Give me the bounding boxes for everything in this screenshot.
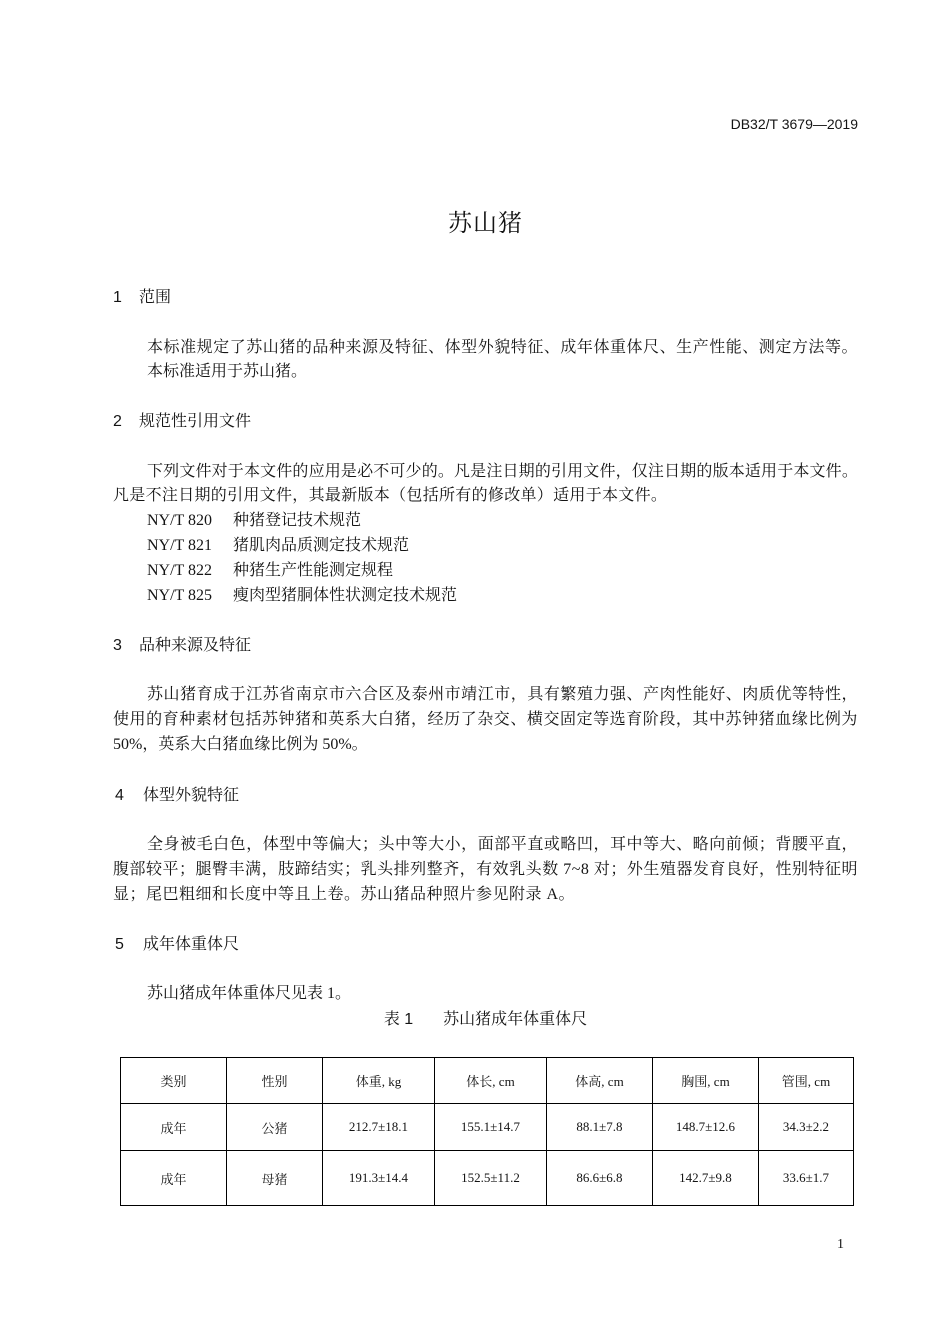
table-cell: 191.3±14.4 bbox=[323, 1151, 435, 1206]
table-row bbox=[121, 1151, 854, 1206]
reference-code: NY/T 821 bbox=[147, 537, 213, 554]
paragraph-line: 本标准适用于苏山猪。 bbox=[147, 363, 308, 380]
table-cell: 86.6±6.8 bbox=[547, 1151, 653, 1206]
section-heading bbox=[113, 786, 239, 806]
table-cell: 34.3±2.2 bbox=[759, 1104, 854, 1151]
table-cell: 148.7±12.6 bbox=[653, 1104, 759, 1151]
paragraph-line: 使用的育种素材包括苏钟猪和英系大白猪，经历了杂交、横交固定等选育阶段，其中苏钟猪血缘比例为 bbox=[113, 711, 858, 728]
paragraph-line: 全身被毛白色，体型中等偏大；头中等大小，面部平直或略凹，耳中等大、略向前倾；背腰平直， bbox=[147, 836, 858, 853]
reference-code: NY/T 822 bbox=[147, 562, 213, 579]
section-title: 体型外貌特征 bbox=[143, 787, 240, 804]
reference-code: NY/T 820 bbox=[147, 512, 213, 529]
reference-title: 猪肌肉品质测定技术规范 bbox=[233, 537, 410, 554]
table-header-cell: 胸围, cm bbox=[653, 1058, 759, 1104]
table-cell: 成年 bbox=[121, 1104, 227, 1151]
section-title: 规范性引用文件 bbox=[139, 413, 252, 430]
table-cell: 155.1±14.7 bbox=[435, 1104, 547, 1151]
table-cell: 142.7±9.8 bbox=[653, 1151, 759, 1206]
paragraph-line: 苏山猪成年体重体尺见表 1。 bbox=[147, 985, 352, 1002]
table-caption-number: 表 1 bbox=[383, 1011, 414, 1028]
table-cell: 88.1±7.8 bbox=[547, 1104, 653, 1151]
page-number: 1 bbox=[837, 1237, 844, 1252]
paragraph-line: 50%，英系大白猪血缘比例为 50%。 bbox=[113, 736, 368, 753]
reference-item bbox=[147, 511, 361, 531]
table-header-cell: 体重, kg bbox=[323, 1058, 435, 1104]
reference-title: 种猪生产性能测定规程 bbox=[233, 562, 394, 579]
paragraph-line: 本标准规定了苏山猪的品种来源及特征、体型外貌特征、成年体重体尺、生产性能、测定方法等。 bbox=[147, 339, 858, 356]
table-header-cell: 性别 bbox=[227, 1058, 323, 1104]
table-cell: 152.5±11.2 bbox=[435, 1151, 547, 1206]
section-heading bbox=[113, 636, 251, 656]
section-title: 成年体重体尺 bbox=[143, 936, 240, 953]
page-title: 苏山猪 bbox=[448, 210, 523, 237]
section-number: 3 bbox=[113, 637, 122, 654]
section-number: 1 bbox=[113, 289, 122, 306]
section-heading bbox=[113, 412, 251, 432]
table-header-cell: 体高, cm bbox=[547, 1058, 653, 1104]
table-caption bbox=[113, 1010, 858, 1030]
reference-item bbox=[147, 536, 409, 556]
document-number: DB32/T 3679—2019 bbox=[730, 116, 858, 132]
section-number: 2 bbox=[113, 413, 122, 430]
reference-title: 瘦肉型猪胴体性状测定技术规范 bbox=[233, 587, 458, 604]
section-title: 范围 bbox=[139, 289, 172, 306]
table-1 bbox=[120, 1057, 854, 1206]
paragraph-line: 凡是不注日期的引用文件，其最新版本（包括所有的修改单）适用于本文件。 bbox=[113, 487, 668, 504]
table-caption-title: 苏山猪成年体重体尺 bbox=[443, 1011, 588, 1028]
paragraph-line: 下列文件对于本文件的应用是必不可少的。凡是注日期的引用文件，仅注日期的版本适用于本文件。 bbox=[147, 463, 858, 480]
table-cell: 212.7±18.1 bbox=[323, 1104, 435, 1151]
section-title: 品种来源及特征 bbox=[139, 637, 252, 654]
paragraph-line: 苏山猪育成于江苏省南京市六合区及泰州市靖江市，具有繁殖力强、产肉性能好、肉质优等特性， bbox=[147, 686, 858, 703]
section-number: 5 bbox=[115, 936, 124, 953]
table-cell: 成年 bbox=[121, 1151, 227, 1206]
section-heading bbox=[113, 288, 171, 308]
table-cell: 33.6±1.7 bbox=[759, 1151, 854, 1206]
paragraph-line: 显；尾巴粗细和长度中等且上卷。苏山猪品种照片参见附录 A。 bbox=[113, 886, 576, 903]
table-header-cell: 管围, cm bbox=[759, 1058, 854, 1104]
table-header-cell: 类别 bbox=[121, 1058, 227, 1104]
reference-title: 种猪登记技术规范 bbox=[233, 512, 362, 529]
table-header-cell: 体长, cm bbox=[435, 1058, 547, 1104]
table-cell: 公猪 bbox=[227, 1104, 323, 1151]
table-row bbox=[121, 1104, 854, 1151]
section-heading bbox=[113, 935, 239, 955]
reference-item bbox=[147, 586, 457, 606]
reference-code: NY/T 825 bbox=[147, 587, 213, 604]
table-header-row bbox=[121, 1058, 854, 1104]
paragraph-line: 腹部较平；腿臀丰满，肢蹄结实；乳头排列整齐，有效乳头数 7~8 对；外生殖器发育良好，性别特征明 bbox=[113, 861, 858, 878]
table-cell: 母猪 bbox=[227, 1151, 323, 1206]
section-number: 4 bbox=[115, 787, 124, 804]
reference-item bbox=[147, 561, 393, 581]
